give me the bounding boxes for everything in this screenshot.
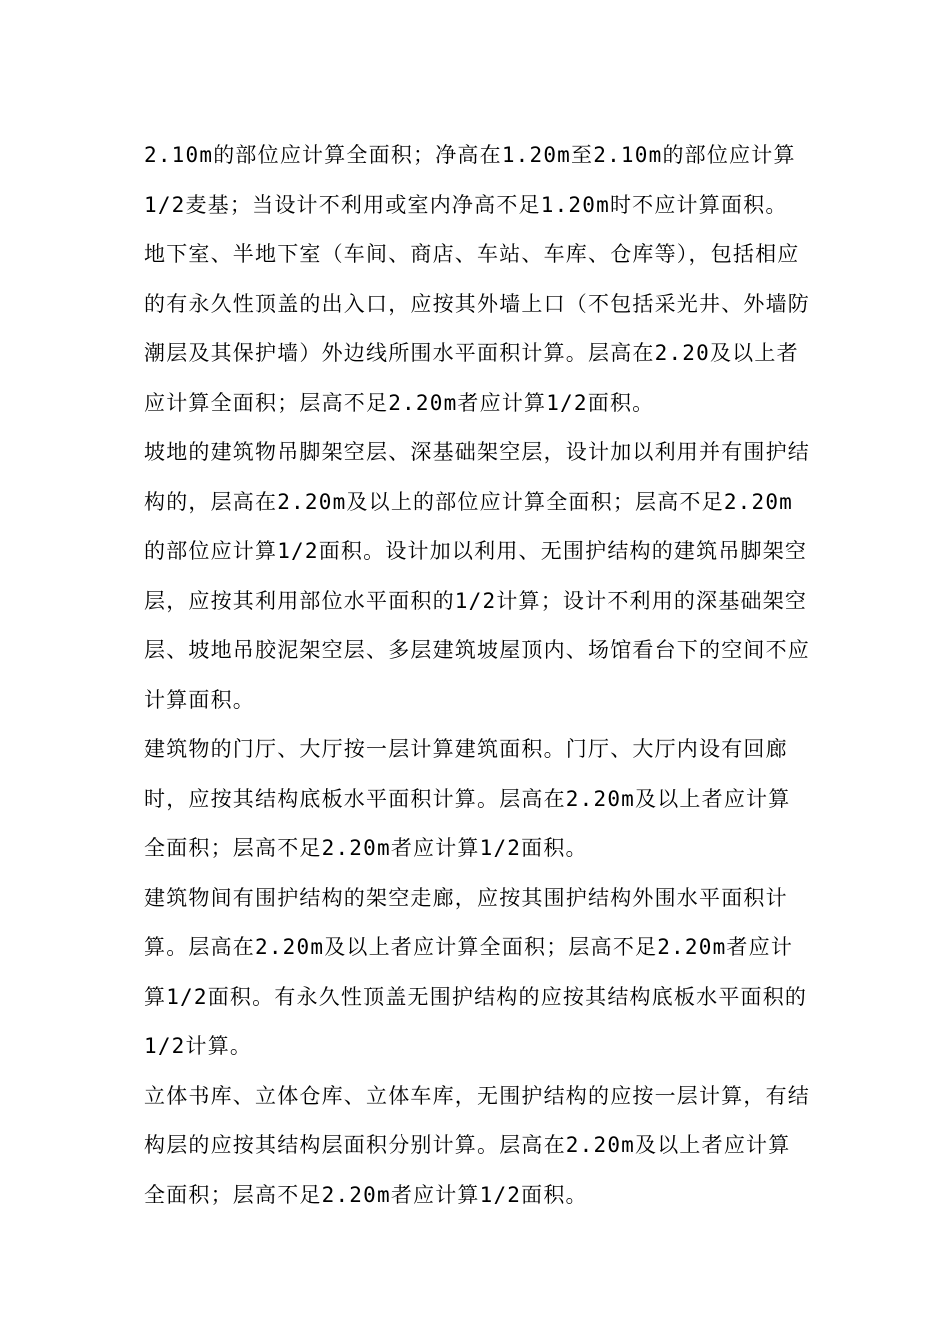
document-body [144, 131, 812, 1220]
paragraph-3: 坡地的建筑物吊脚架空层、深基础架空层，设计加以利用并有围护结构的，层高在2.20m及以上的部位应计算全面积；层高不足2.20m的部位应计算1/2面积。设计加以利用、无围护结构的建筑吊脚架空层，应按其利用部位水平面积的1/2计算；设计不利用的深基础架空层、坡地吊胶泥架空层、多层建筑坡屋顶内、场馆看台下的空间不应计算面积。 [144, 440, 810, 712]
paragraph-1: 2.10m的部位应计算全面积；净高在1.20m至2.10m的部位应计算1/2麦基；当设计不利用或室内净高不足1.20m时不应计算面积。 [144, 143, 796, 217]
paragraph-5: 建筑物间有围护结构的架空走廊，应按其围护结构外围水平面积计算。层高在2.20m及以上者应计算全面积；层高不足2.20m者应计算1/2面积。有永久性顶盖无围护结构的应按其结构底板水平面积的1/2计算。 [144, 885, 808, 1058]
paragraph-2: 地下室、半地下室（车间、商店、车站、车库、仓库等），包括相应的有永久性顶盖的出入口，应按其外墙上口（不包括采光井、外墙防潮层及其保护墙）外边线所围水平面积计算。层高在2.20及以上者应计算全面积；层高不足2.20m者应计算1/2面积。 [144, 242, 810, 415]
paragraph-4: 建筑物的门厅、大厅按一层计算建筑面积。门厅、大厅内设有回廊时，应按其结构底板水平面积计算。层高在2.20m及以上者应计算全面积；层高不足2.20m者应计算1/2面积。 [144, 737, 791, 860]
paragraph-6: 立体书库、立体仓库、立体车库，无围护结构的应按一层计算，有结构层的应按其结构层面积分别计算。层高在2.20m及以上者应计算全面积；层高不足2.20m者应计算1/2面积。 [144, 1083, 810, 1207]
